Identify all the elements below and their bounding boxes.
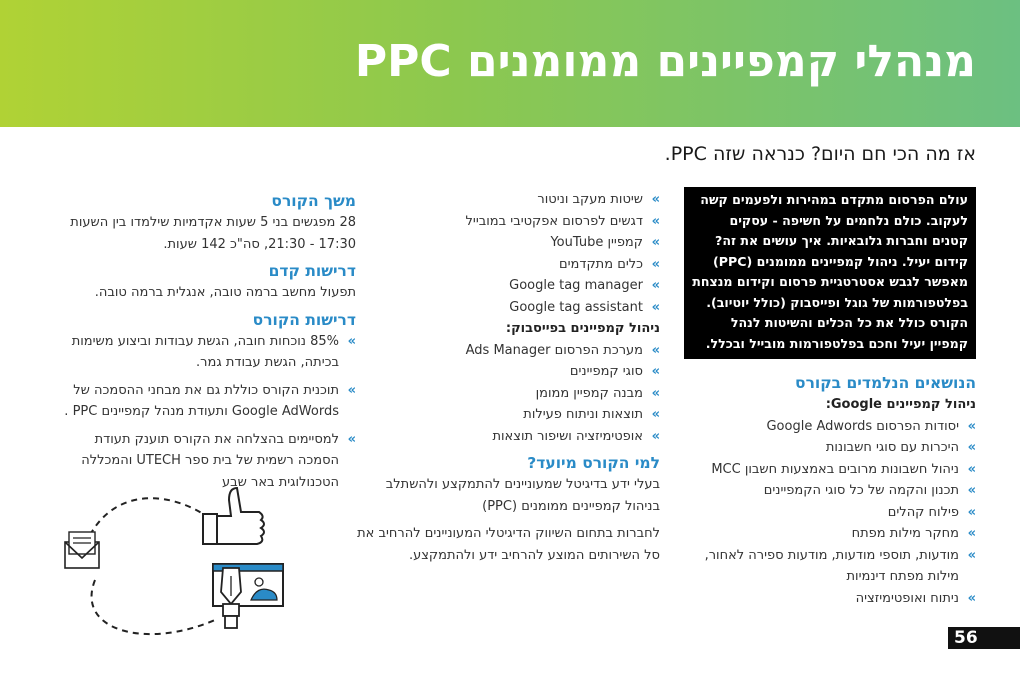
thumbs-up-icon	[203, 488, 264, 544]
right-column	[684, 187, 976, 609]
audience-paragraph-1: בעלי ידע בדיגיטל שמעוניינים להתמקצע ולהשתלב בניהול קמפיינים ממומנים (PPC)	[385, 477, 660, 514]
google-label: ניהול קמפיינים Google:	[825, 397, 976, 412]
list-item: » תוכנית הקורס כוללת גם את מבחני ההסמכה של Google AdWords ותעודת מנהל קמפיינים PPC .	[56, 380, 356, 423]
subtitle: אז מה הכי חם היום? כנראה שזה PPC.	[664, 143, 976, 165]
facebook-topics-list	[348, 340, 660, 448]
audience-heading: למי הקורס מיועד?	[527, 454, 660, 472]
facebook-label: ניהול קמפיינים בפייסבוק:	[505, 321, 660, 336]
list-item: » שיטות מעקב וניטור	[348, 189, 660, 211]
intro-paragraph-2: הקורס כולל את כל הכלים והשיטות לנהל קמפיין יעיל וחכם בפלטפורמות מובייל ובכלל.	[705, 315, 968, 351]
dashed-path-lower	[92, 580, 215, 634]
list-item: » פילוח קהלים	[684, 502, 976, 524]
list-item: » אופטימיזציה ושיפור תוצאות	[348, 426, 660, 448]
page-number: 56	[948, 627, 1020, 649]
requirements-list	[56, 331, 356, 494]
list-item: » קמפיין YouTube	[348, 232, 660, 254]
header-banner	[0, 0, 1020, 127]
list-item: » תוצאות וניתוח פעילות	[348, 404, 660, 426]
topics-heading: הנושאים הנלמדים בקורס	[795, 374, 976, 392]
list-item: » תכנון והקמה של כל סוגי הקמפיינים	[684, 480, 976, 502]
illustration	[55, 480, 305, 640]
list-item: » Google tag manager	[348, 275, 660, 297]
list-item: » למסיימים בהצלחה את הקורס תוענק תעודת הסמכה רשמית של בית ספר UTECH והמכללה הטכנולוגית באר שבע	[56, 429, 356, 494]
list-item: » מערכת הפרסום Ads Manager	[348, 340, 660, 362]
prerequisites-heading: דרישות קדם	[268, 262, 356, 280]
intro-paragraph-1: עולם הפרסום מתקדם במהירות ולפעמים קשה לעקוב. כולם נלחמים על חשיפה - עסקים קטנים וחברות גלובאיות. איך עושים את זה? קידום יעיל. ניהול קמפיינים ממומנים (PPC) מאפשר לגבש אסטרטגיית פרסום וקידום מנצחת בפלטפורמות של גוגל ופייסבוק (כולל יוטיוב).	[692, 192, 968, 310]
list-item: » כלים מתקדמים	[348, 254, 660, 276]
google-topics-list	[684, 416, 976, 610]
duration-text: 28 מפגשים בני 5 שעות אקדמיות שילמדו בין השעות 17:30 - 21:30, סה"כ 142 שעות.	[70, 215, 356, 252]
list-item: » סוגי קמפיינים	[348, 361, 660, 383]
list-item: » Google tag assistant	[348, 297, 660, 319]
intro-box	[684, 187, 976, 359]
envelope-icon	[65, 532, 99, 568]
list-item: » דגשים לפרסום אפקטיבי במובייל	[348, 211, 660, 233]
left-column	[56, 191, 356, 493]
list-item: » מודעות, תוספי מודעות, מודעות ספירה לאחור, מילות מפתח דינמיות	[684, 545, 976, 588]
prerequisites-text: תפעול מחשב ברמה טובה, אנגלית ברמה טובה.	[94, 285, 356, 300]
list-item: » 85% נוכחות חובה, הגשת עבודות וביצוע משימות בכיתה, הגשת עבודת גמר.	[56, 331, 356, 374]
google-topics-continued-list	[348, 189, 660, 318]
requirements-heading: דרישות הקורס	[252, 310, 356, 329]
audience-paragraph-2: לחברות בתחום השיווק הדיגיטלי המעוניינים להרחיב את סל השירותים המוצע להרחיב ידע ולהתמקצע.	[357, 526, 660, 563]
list-item: » ניתוח ואופטימיזציה	[684, 588, 976, 610]
list-item: » יסודות הפרסום Google Adwords	[684, 416, 976, 438]
middle-column	[348, 189, 660, 566]
dashed-path-upper	[90, 498, 205, 535]
list-item: » ניהול חשבונות מרובים באמצעות חשבון MCC	[684, 459, 976, 481]
duration-heading: משך הקורס	[271, 192, 356, 210]
list-item: » היכרות עם סוגי חשבונות	[684, 437, 976, 459]
pen-tablet-icon	[213, 564, 283, 628]
page-title: מנהלי קמפיינים ממומנים PPC	[354, 36, 976, 87]
list-item: » מחקר מילות מפתח	[684, 523, 976, 545]
list-item: » מבנה קמפיין ממומן	[348, 383, 660, 405]
